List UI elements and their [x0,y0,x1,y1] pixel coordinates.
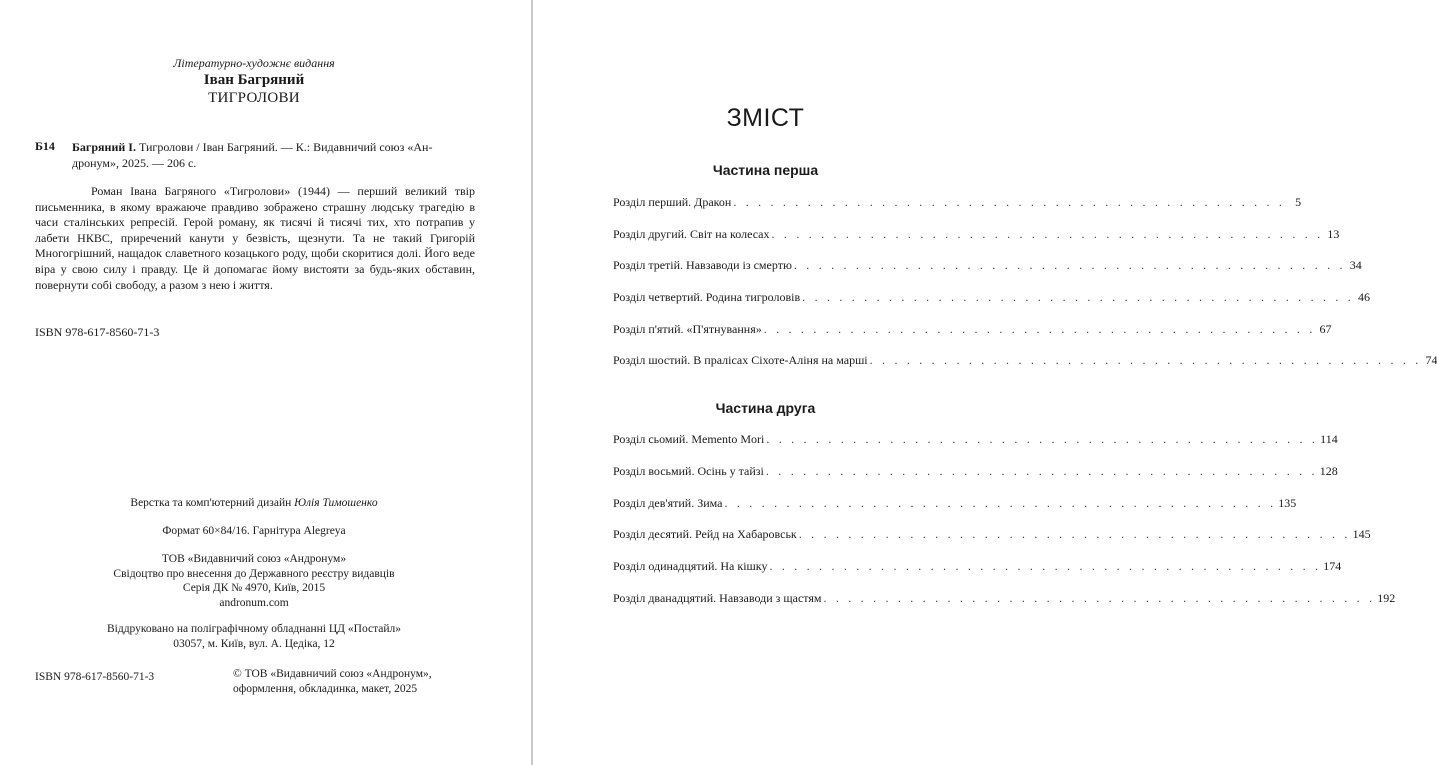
toc-entry[interactable] [613,591,1396,607]
toc-entry-page: 46 [1357,290,1370,304]
publisher-line: andronum.com [219,596,289,609]
toc-entry-page: 145 [1352,527,1371,541]
toc-entry-label: Розділ шостий. В пралісах Сіхоте-Аліня на марші [613,353,868,367]
toc-entry[interactable] [613,496,1297,512]
udc-code: Б14 [35,139,55,153]
toc-entry[interactable] [613,432,1338,448]
toc-leader: . . . . . . . . . . . . . . . . . . . . . . . . . . . . . . . . . . . . . . . . . . . . . [766,432,1319,446]
annotation-line: не такий Григорій Многогрішний, нащадок славетного козацького роду, [35,230,476,261]
layout-credit-prefix: Верстка та комп'ютерний дизайн [130,497,292,509]
annotation-line: трагедію в часи сталінських репресій. Герой роману, як тисячі й тисячі тих, [35,199,476,230]
part-title: Частина друга [715,400,816,416]
toc-entry-page: 114 [1320,432,1338,446]
publisher-line: Серія ДК № 4970, Київ, 2015 [182,582,326,594]
toc-entry-label: Розділ сьомий. Memento Mori [613,432,765,446]
toc-leader: . . . . . . . . . . . . . . . . . . . . . . . . . . . . . . . . . . . . . . . . . . . . . [798,527,1351,541]
layout-credit-name: Юлія Тимошенко [294,497,378,509]
toc-leader: . . . . . . . . . . . . . . . . . . . . . . . . . . . . . . . . . . . . . . . . . . . . . [793,258,1346,272]
publisher-line: Свідоцтво про внесення до Державного реєстру видавців [113,567,395,580]
toc-entry[interactable] [613,195,1302,211]
toc-entry-label: Розділ другий. Світ на колесах [613,227,770,241]
right-page [533,0,1437,765]
toc-entry-page: 34 [1349,258,1362,272]
toc-entry-page: 13 [1327,227,1340,241]
toc-entry-label: Розділ дванадцятий. Навзаводи з щастям [613,591,822,605]
toc-entry-label: Розділ п'ятий. «П'ятнування» [613,322,762,336]
toc-leader: . . . . . . . . . . . . . . . . . . . . . . . . . . . . . . . . . . . . . . . . . . . . . [763,322,1316,336]
annotation-line: йому вистояти за будь-яких обставин, повернути собі свободу, а разом [35,261,475,292]
copyright-line: © ТОВ «Видавничий союз «Андронум», [233,668,432,680]
edition-type: Літературно-художнє видання [173,56,335,70]
toc-title: ЗМІСТ [726,104,805,132]
toc-entry-page: 192 [1377,591,1396,605]
toc-entry-label: Розділ четвертий. Родина тигроловів [613,290,801,304]
copyright-notice [233,667,432,697]
toc-leader: . . . . . . . . . . . . . . . . . . . . . . . . . . . . . . . . . . . . . . . . . . . . . [769,559,1322,573]
toc-entry-label: Розділ десятий. Рейд на Хабаровськ [613,527,797,541]
toc-entry-page: 67 [1319,322,1332,336]
annotation [35,184,475,293]
annotation-line: з нею і життя. [201,277,273,292]
format-line: Формат 60×84/16. Гарнітура Alegreya [162,525,346,537]
toc-entry[interactable] [613,258,1362,274]
part-title: Частина перша [712,162,819,178]
toc-entry[interactable] [613,527,1371,543]
toc-entry-label: Розділ перший. Дракон [613,195,732,209]
biblio-line-2: дронум», 2025. — 206 с. [72,156,197,170]
printer-line: Віддруковано на поліграфічному обладнанні ЦД «Постайл» [106,623,402,635]
toc-entry[interactable] [613,322,1332,338]
isbn-top: ISBN 978-617-8560-71-3 [35,325,160,339]
annotation-line: письменника, в якому вражаюче правдиво зображено страшну людську [35,199,415,214]
toc-entry-page: 135 [1278,496,1297,510]
toc-entry-label: Розділ третій. Навзаводи із смертю [613,258,792,272]
toc-leader: . . . . . . . . . . . . . . . . . . . . . . . . . . . . . . . . . . . . . . . . . . . . . [771,227,1324,241]
annotation-line: Роман Івана Багряного «Тигролови» (1944) — перший великий твір [91,184,475,198]
toc-entry-page: 128 [1319,464,1338,478]
toc-leader: . . . . . . . . . . . . . . . . . . . . . . . . . . . . . . . . . . . . . . . . . . . . . [802,290,1354,304]
toc-entry[interactable] [613,290,1370,306]
author-name: Іван Багряний [203,72,305,88]
toc-leader: . . . . . . . . . . . . . . . . . . . . . . . . . . . . . . . . . . . . . . . . . . . . . [869,353,1422,367]
toc-entry[interactable] [613,559,1342,575]
toc-entry-page: 174 [1323,559,1342,573]
publisher-line: ТОВ «Видавничий союз «Андронум» [161,553,347,565]
toc-entry[interactable] [613,227,1340,243]
toc-leader: . . . . . . . . . . . . . . . . . . . . . . . . . . . . . . . . . . . . . . . . . . . . . [724,496,1277,510]
toc-entry-label: Розділ восьмий. Осінь у тайзі [613,464,764,478]
copyright-line: оформлення, обкладинка, макет, 2025 [233,683,418,695]
layout-credit [0,496,508,511]
book-title: ТИГРОЛОВИ [208,90,300,106]
toc-entry[interactable] [613,464,1338,480]
biblio-author: Багряний І. [72,140,136,154]
toc-entry-label: Розділ одинадцятий. На кішку [613,559,768,573]
biblio-line-1: Тигролови / Іван Багряний. — К.: Видавничий союз «Ан- [138,140,433,154]
printer-line: 03057, м. Київ, вул. А. Цедіка, 12 [173,637,335,650]
toc-leader: . . . . . . . . . . . . . . . . . . . . . . . . . . . . . . . . . . . . . . . . . . . . . [765,464,1318,478]
publisher-info [0,552,508,610]
toc-entry[interactable] [613,353,1437,369]
toc-entry-page: 5 [1295,195,1302,209]
toc-entry-label: Розділ дев'ятий. Зима [613,496,723,510]
toc-entry-page: 74 [1425,353,1437,367]
printer-info [0,622,508,651]
left-page [0,0,531,765]
bibliographic-record [72,139,472,171]
annotation-line: щоби скоритися долі. Його веде віра у свою силу і правду. Це й допомагає [35,246,475,276]
toc-leader: . . . . . . . . . . . . . . . . . . . . . . . . . . . . . . . . . . . . . . . . . . . . . [733,195,1286,209]
toc-leader: . . . . . . . . . . . . . . . . . . . . . . . . . . . . . . . . . . . . . . . . . . . . . [823,591,1376,605]
isbn-bottom: ISBN 978-617-8560-71-3 [35,671,155,683]
annotation-line: хто потрапив у лабети НКВС, приречений канути у безвість, щезнути. Та [35,215,476,245]
